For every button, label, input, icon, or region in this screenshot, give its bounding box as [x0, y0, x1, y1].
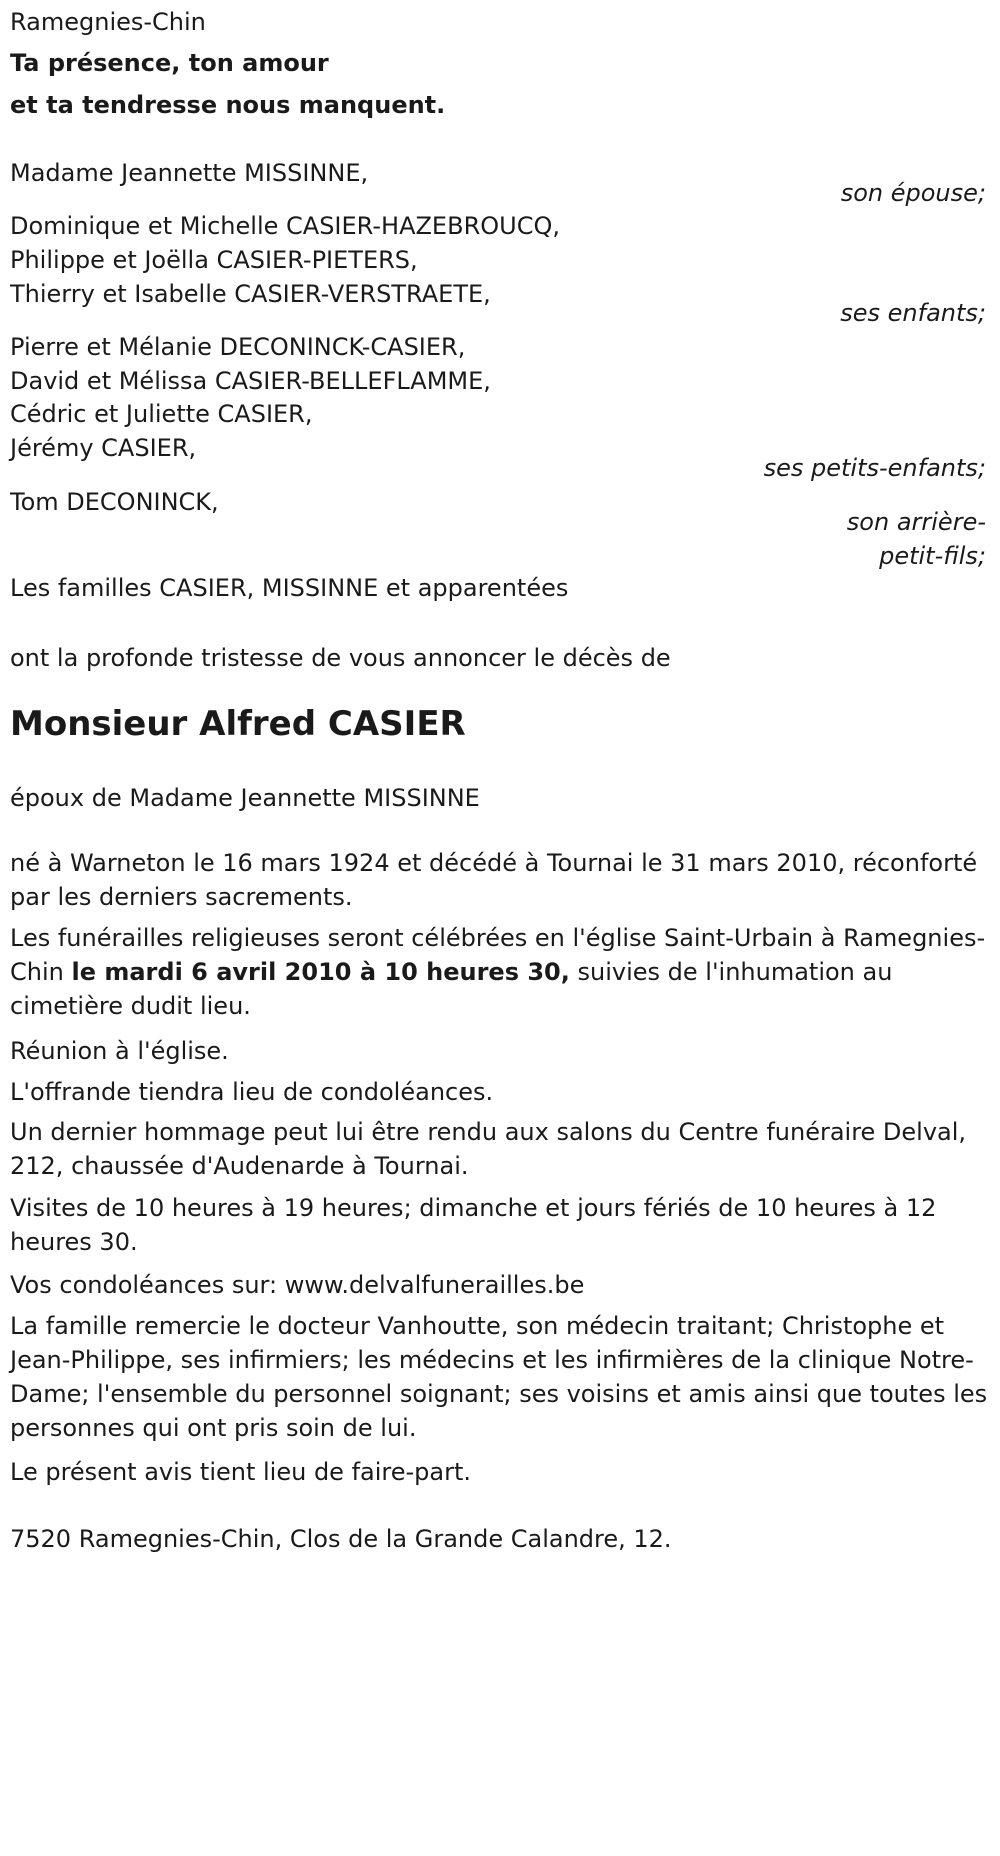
visits-paragraph: Visites de 10 heures à 19 heures; dimanche et jours fériés de 10 heures à 12 heures 30. — [10, 1194, 937, 1256]
families-line: Les familles CASIER, MISSINNE et apparentées — [10, 574, 569, 602]
funeral-paragraph — [10, 921, 990, 1023]
announcement-intro: ont la profonde tristesse de vous annoncer le décès de — [10, 644, 671, 672]
meeting-line: Réunion à l'église. — [10, 1037, 229, 1065]
funeral-text-before: Les funérailles religieuses seront célébrées en l'église Saint-Urbain à Ramegnies-Chin — [10, 924, 986, 986]
offering-line: L'offrande tiendra lieu de condoléances. — [10, 1078, 494, 1106]
spouse-of: époux de Madame Jeannette MISSINNE — [10, 784, 480, 812]
child-3: Thierry et Isabelle CASIER-VERSTRAETE, — [10, 280, 491, 308]
town-header: Ramegnies-Chin — [10, 8, 206, 36]
child-1: Dominique et Michelle CASIER-HAZEBROUCQ, — [10, 212, 560, 240]
thanks-paragraph: La famille remercie le docteur Vanhoutte, son médecin traitant; Christophe et Jean-Philippe, ses infirmiers; les médecins et les infirmières de la clinique Notre-Dame; l'ensemble du personnel soignant; ses voisins et amis ainsi que toutes les personnes qui ont pris soin de lui. — [10, 1312, 988, 1442]
great-grandchild-role-line-2: petit-fils; — [879, 542, 986, 570]
address-line: 7520 Ramegnies-Chin, Clos de la Grande Calandre, 12. — [10, 1525, 672, 1553]
great-grandchild-role-line-1: son arrière- — [846, 508, 986, 536]
deceased-name: Monsieur Alfred CASIER — [10, 704, 466, 744]
notice-line: Le présent avis tient lieu de faire-part. — [10, 1458, 472, 1486]
spouse-name: Madame Jeannette MISSINNE, — [10, 159, 369, 187]
child-2: Philippe et Joëlla CASIER-PIETERS, — [10, 246, 418, 274]
grandchild-2: David et Mélissa CASIER-BELLEFLAMME, — [10, 367, 491, 395]
motto-line-2: et ta tendresse nous manquent. — [10, 91, 446, 119]
tribute-paragraph: Un dernier hommage peut lui être rendu aux salons du Centre funéraire Delval, 212, chaussée d'Audenarde à Tournai. — [10, 1118, 967, 1180]
grandchild-1: Pierre et Mélanie DECONINCK-CASIER, — [10, 333, 466, 361]
motto-line-1: Ta présence, ton amour — [10, 49, 329, 77]
condolences-line: Vos condoléances sur: www.delvalfunerailles.be — [10, 1271, 585, 1299]
great-grandchild: Tom DECONINCK, — [10, 488, 219, 516]
birth-death-paragraph: né à Warneton le 16 mars 1924 et décédé à Tournai le 31 mars 2010, réconforté par les derniers sacrements. — [10, 849, 978, 911]
spouse-role: son épouse; — [840, 179, 986, 207]
funeral-date: le mardi 6 avril 2010 à 10 heures 30, — [71, 958, 570, 986]
children-role: ses enfants; — [840, 299, 986, 327]
grandchild-3: Cédric et Juliette CASIER, — [10, 400, 313, 428]
grandchildren-role: ses petits-enfants; — [763, 454, 986, 482]
grandchild-4: Jérémy CASIER, — [10, 434, 197, 462]
funeral-text-after: suivies de l'inhumation au cimetière dudit lieu. — [10, 958, 893, 1020]
